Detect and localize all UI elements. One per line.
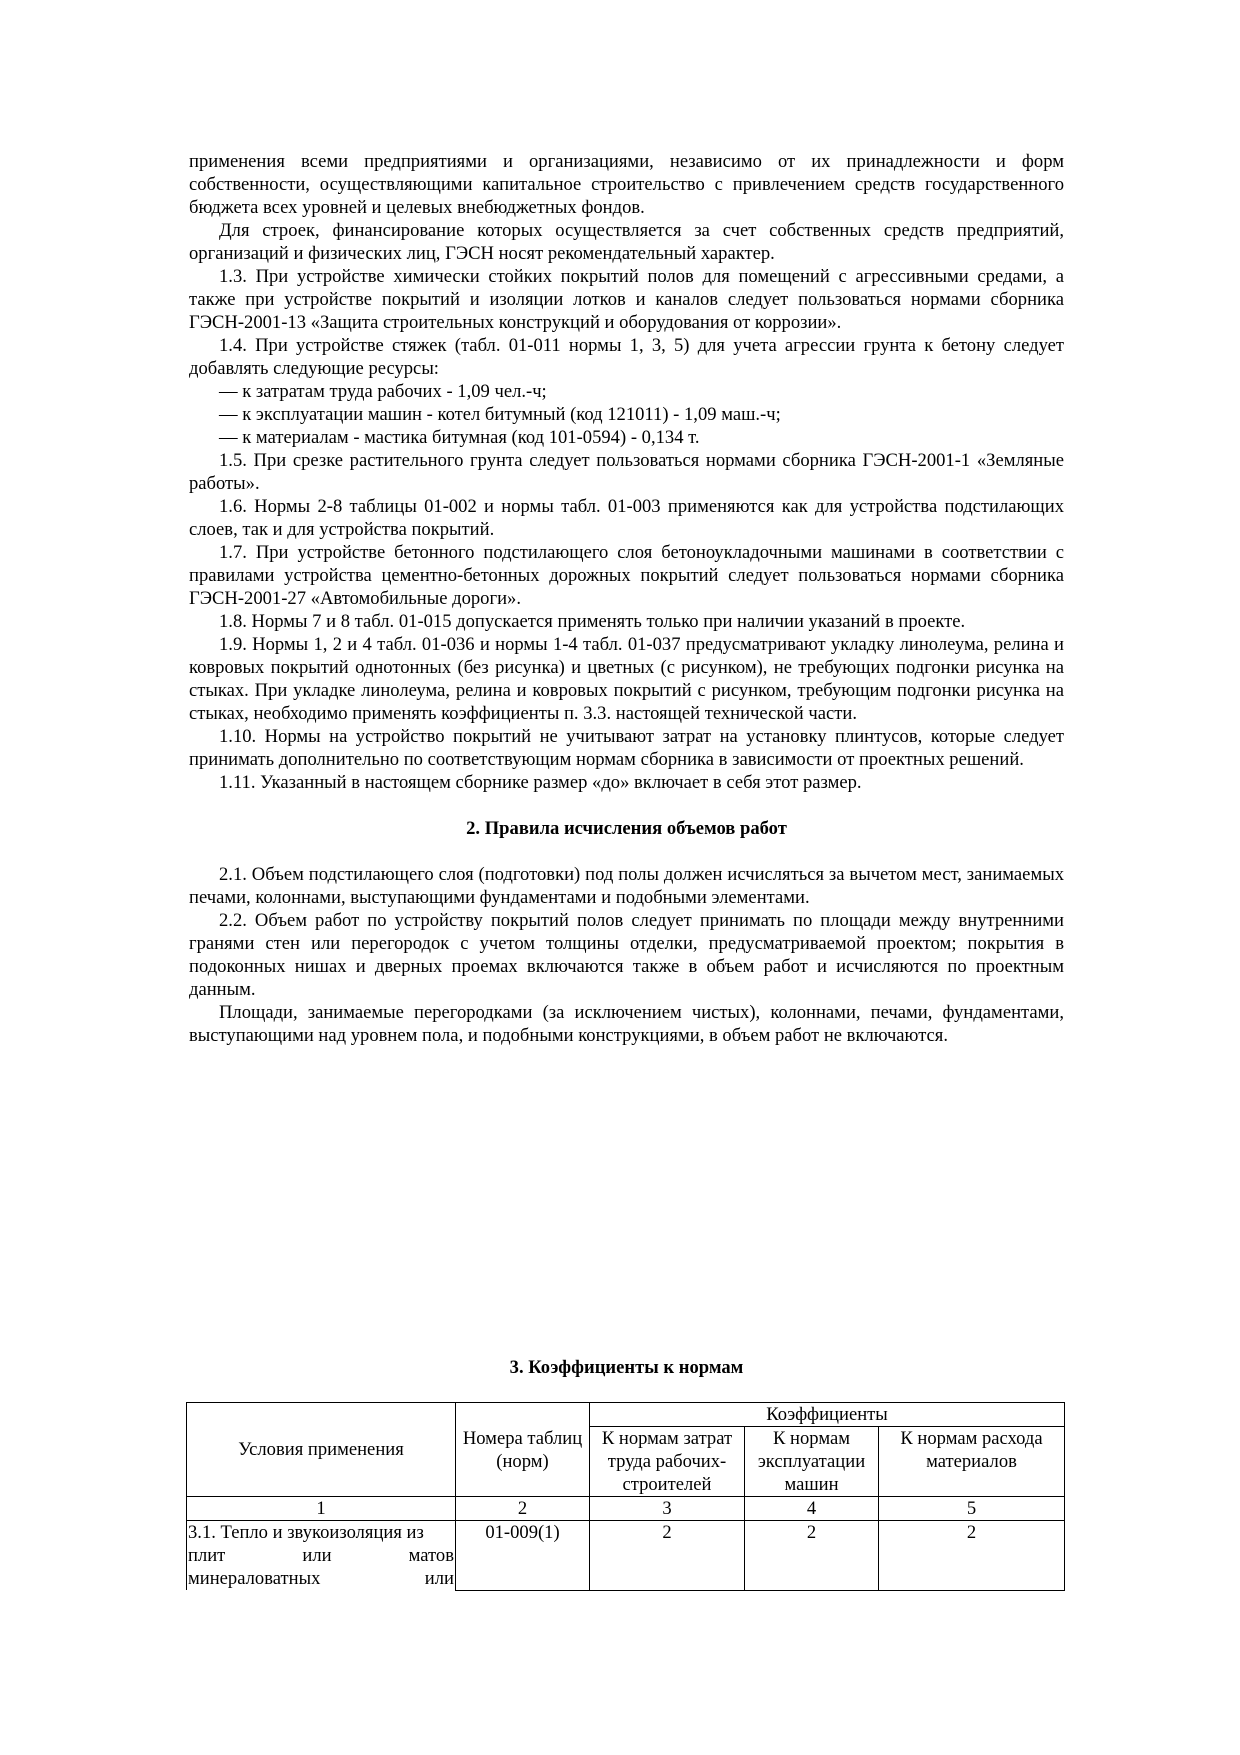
materials-cell: 2	[879, 1521, 1065, 1591]
list-item: — к материалам - мастика битумная (код 101-0594) - 0,134 т.	[219, 427, 700, 448]
paragraph-1-3: 1.3. При устройстве химически стойких покрытий полов для помещений с агрессивными средами, а также при устройстве покрытий и изоляции лотков и каналов следует пользоваться нормами сборника ГЭСН-2001-13 «Защита строительных конструкций и оборудования от коррозии».	[189, 266, 1064, 333]
paragraph: применения всеми предприятиями и организациями, независимо от их принадлежности и форм собственности, осуществляющими капитальное строительство с привлечением средств государственного бюджета всех уровней и целевых внебюджетных фондов.	[189, 151, 1064, 218]
header-coefficients: Коэффициенты	[590, 1403, 1065, 1427]
list-item: — к эксплуатации машин - котел битумный (код 121011) - 1,09 маш.-ч;	[219, 404, 781, 425]
condition-line: 3.1. Тепло и звукоизоляция из	[188, 1522, 424, 1543]
labor-cell: 2	[590, 1521, 745, 1591]
paragraph: Для строек, финансирование которых осуществляется за счет собственных средств предприятий, организаций и физических лиц, ГЭСН носят рекомендательный характер.	[189, 220, 1064, 264]
condition-cell	[187, 1521, 456, 1591]
header-materials: К нормам расхода материалов	[879, 1427, 1065, 1497]
paragraph-1-10: 1.10. Нормы на устройство покрытий не учитывают затрат на установку плинтусов, которые следует принимать дополнительно по соответствующим нормам сборника в зависимости от проектных решений.	[189, 726, 1064, 770]
coefficients-table	[186, 1402, 1065, 1591]
section-3-heading: 3. Коэффициенты к нормам	[509, 1357, 744, 1378]
header-tables: Номера таблиц (норм)	[456, 1403, 590, 1497]
tables-cell: 01-009(1)	[456, 1521, 590, 1591]
header-machines: К нормам эксплуатации машин	[745, 1427, 879, 1497]
column-number: 4	[745, 1497, 879, 1521]
paragraph-1-4: 1.4. При устройстве стяжек (табл. 01-011 нормы 1, 3, 5) для учета агрессии грунта к бетону следует добавлять следующие ресурсы:	[189, 335, 1064, 379]
document-body	[189, 150, 1064, 1047]
list-item: — к затратам труда рабочих - 1,09 чел.-ч;	[219, 381, 547, 402]
paragraph-1-11: 1.11. Указанный в настоящем сборнике размер «до» включает в себя этот размер.	[219, 772, 862, 793]
column-number: 2	[456, 1497, 590, 1521]
header-conditions: Условия применения	[187, 1403, 456, 1497]
machines-cell: 2	[745, 1521, 879, 1591]
column-number: 3	[590, 1497, 745, 1521]
condition-line: минераловатных или	[188, 1568, 454, 1589]
condition-line: плит или матов	[188, 1545, 454, 1566]
column-number: 1	[187, 1497, 456, 1521]
paragraph-1-7: 1.7. При устройстве бетонного подстилающего слоя бетоноукладочными машинами в соответствии с правилами устройства цементно-бетонных дорожных покрытий следует пользоваться нормами сборника ГЭСН-2001-27 «Автомобильные дороги».	[189, 542, 1064, 609]
column-numbers-row	[187, 1497, 1065, 1521]
column-number: 5	[879, 1497, 1065, 1521]
paragraph-1-6: 1.6. Нормы 2-8 таблицы 01-002 и нормы табл. 01-003 применяются как для устройства подстилающих слоев, так и для устройства покрытий.	[189, 496, 1064, 540]
section-2-heading: 2. Правила исчисления объемов работ	[466, 818, 787, 839]
paragraph-1-8: 1.8. Нормы 7 и 8 табл. 01-015 допускается применять только при наличии указаний в проекте.	[219, 611, 966, 632]
header-labor: К нормам затрат труда рабочих-строителей	[590, 1427, 745, 1497]
paragraph: Площади, занимаемые перегородками (за исключением чистых), колоннами, печами, фундаментами, выступающими над уровнем пола, и подобными конструкциями, в объем работ не включаются.	[189, 1002, 1064, 1046]
table-row	[187, 1521, 1065, 1591]
paragraph-1-9: 1.9. Нормы 1, 2 и 4 табл. 01-036 и нормы 1-4 табл. 01-037 предусматривают укладку линолеума, релина и ковровых покрытий однотонных (без рисунка) и цветных (с рисунком), не требующих подгонки рисунка на стыках. При укладке линолеума, релина и ковровых покрытий с рисунком, требующим подгонки рисунка на стыках, необходимо применять коэффициенты п. 3.3. настоящей технической части.	[189, 634, 1064, 724]
paragraph-2-1: 2.1. Объем подстилающего слоя (подготовки) под полы должен исчисляться за вычетом мест, занимаемых печами, колоннами, выступающими фундаментами и подобными элементами.	[189, 864, 1064, 908]
paragraph-1-5: 1.5. При срезке растительного грунта следует пользоваться нормами сборника ГЭСН-2001-1 «Земляные работы».	[189, 450, 1064, 494]
paragraph-2-2: 2.2. Объем работ по устройству покрытий полов следует принимать по площади между внутренними гранями стен или перегородок с учетом толщины отделки, предусматриваемой проектом; покрытия в подоконных нишах и дверных проемах включаются также в объем работ и исчисляются по проектным данным.	[189, 910, 1064, 1000]
